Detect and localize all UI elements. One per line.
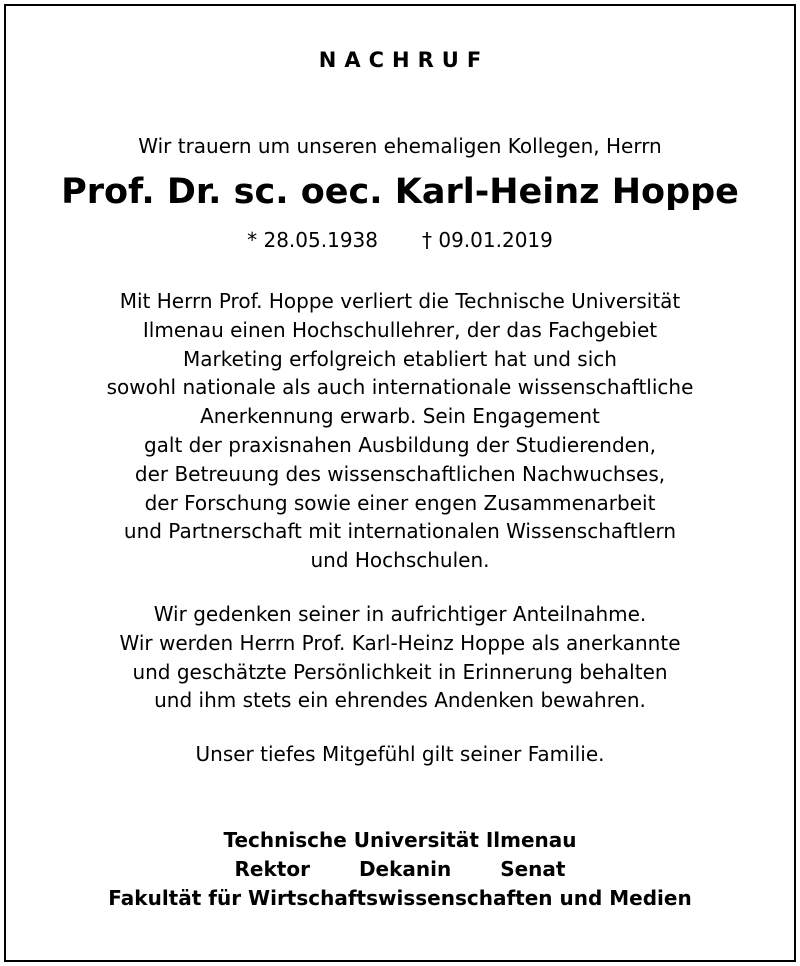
- notice-heading: NACHRUF: [318, 48, 490, 72]
- paragraph-line: Unser tiefes Mitgefühl gilt seiner Familie.: [195, 742, 605, 766]
- paragraph-line: Mit Herrn Prof. Hoppe verliert die Technische Universität: [119, 289, 681, 313]
- paragraph-line: Wir werden Herrn Prof. Karl-Heinz Hoppe als anerkannte: [119, 630, 681, 655]
- paragraph-line: Marketing erfolgreich etabliert hat und sich: [183, 346, 617, 371]
- paragraph-line: und Hochschulen.: [310, 548, 490, 573]
- remembrance-paragraph: [0, 600, 800, 715]
- signature-faculty: Fakultät für Wirtschaftswissenschaften und Medien: [108, 886, 692, 910]
- life-dates: [0, 228, 800, 252]
- role-rektor: Rektor: [234, 857, 310, 881]
- signature-institution: Technische Universität Ilmenau: [223, 828, 577, 852]
- deceased-name: Prof. Dr. sc. oec. Karl-Heinz Hoppe: [61, 172, 739, 212]
- paragraph-line: und geschätzte Persönlichkeit in Erinnerung behalten: [132, 659, 668, 684]
- paragraph-line: der Forschung sowie einer engen Zusammenarbeit: [144, 490, 656, 515]
- paragraph-line: Ilmenau einen Hochschullehrer, der das Fachgebiet: [142, 317, 658, 342]
- condolence-paragraph: [0, 740, 800, 769]
- paragraph-line: der Betreuung des wissenschaftlichen Nachwuchses,: [134, 461, 666, 486]
- paragraph-line: und ihm stets ein ehrendes Andenken bewahren.: [154, 688, 646, 713]
- paragraph-line: Anerkennung erwarb. Sein Engagement: [200, 404, 600, 429]
- paragraph-line: galt der praxisnahen Ausbildung der Studierenden,: [143, 432, 657, 457]
- tribute-paragraph: [0, 287, 800, 575]
- birth-date: * 28.05.1938: [247, 228, 378, 252]
- signature-block: [0, 826, 800, 913]
- signature-roles: [0, 855, 800, 884]
- paragraph-line: und Partnerschaft mit internationalen Wissenschaftlern: [123, 519, 677, 544]
- role-dekanin: Dekanin: [358, 857, 452, 881]
- paragraph-line: sowohl nationale als auch internationale wissenschaftliche: [106, 375, 694, 400]
- death-date: † 09.01.2019: [422, 228, 553, 252]
- role-senat: Senat: [500, 857, 566, 881]
- paragraph-line: Wir gedenken seiner in aufrichtiger Anteilnahme.: [153, 602, 647, 626]
- intro-line: Wir trauern um unseren ehemaligen Kollegen, Herrn: [138, 134, 662, 158]
